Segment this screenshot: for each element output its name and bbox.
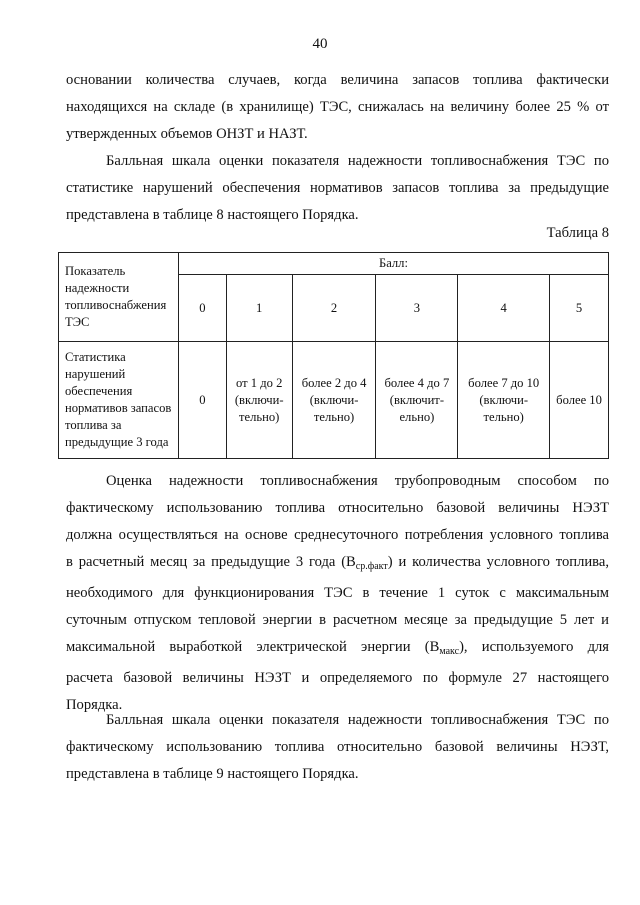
text-fragment: в расчетный месяц за предыдущие 3 года (В: [66, 554, 356, 570]
score-column-header: 2: [292, 275, 376, 342]
paragraph-line: [66, 549, 609, 580]
paragraph-3: [66, 468, 609, 719]
paragraph-line: суточным отпуском тепловой энергии в расчетном месяце за предыдущие 5 лет и: [66, 612, 609, 628]
text-fragment: ) и количества условного топлива,: [387, 554, 609, 570]
table-cell: 0: [178, 342, 226, 459]
paragraph-line: фактическому использованию топлива относительно базовой величины НЭЗТ,: [66, 739, 609, 755]
paragraph-line: основании количества случаев, когда величина запасов топлива фактически: [66, 72, 609, 88]
table-cell: более 7 до 10 (включи-тельно): [458, 342, 550, 459]
score-column-header: 4: [458, 275, 550, 342]
score-column-header: 0: [178, 275, 226, 342]
paragraph-line: Балльная шкала оценки показателя надежности топливоснабжения ТЭС по: [106, 712, 609, 728]
table-row: [59, 342, 609, 459]
score-column-header: 1: [226, 275, 292, 342]
score-table: [58, 252, 609, 459]
page-number: 40: [312, 36, 328, 52]
table-caption: Таблица 8: [546, 225, 609, 241]
paragraph-line: необходимого для функционирования ТЭС в течение 1 суток с максимальным: [66, 585, 609, 601]
paragraph-line: представлена в таблице 8 настоящего Порядка.: [66, 207, 359, 223]
paragraph-2: [66, 148, 609, 229]
table-cell: более 4 до 7 (включит-ельно): [376, 342, 458, 459]
paragraph-line: представлена в таблице 9 настоящего Порядка.: [66, 766, 359, 782]
row-label: Статистика нарушений обеспечения нормативов запасов топлива за предыдущие 3 года: [59, 342, 179, 459]
paragraph-line: расчета базовой величины НЭЗТ и определяемого по формуле 27 настоящего: [66, 670, 609, 686]
header-indicator: Показатель надежности топливоснабжения ТЭС: [59, 253, 179, 342]
paragraph-line: Порядка.: [66, 697, 123, 713]
text-fragment: ), используемого для: [459, 639, 610, 655]
paragraph-line: находящихся на складе (в хранилище) ТЭС, снижалась на величину более 25 % от: [66, 99, 609, 115]
paragraph-4: [66, 707, 609, 788]
paragraph-line: фактическому использованию топлива относительно базовой величины НЭЗТ: [66, 500, 609, 516]
score-column-header: 5: [550, 275, 609, 342]
table-cell: более 10: [550, 342, 609, 459]
paragraph-1: [66, 67, 609, 148]
table-cell: от 1 до 2 (включи-тельно): [226, 342, 292, 459]
paragraph-line: [66, 634, 609, 665]
paragraph-line: Балльная шкала оценки показателя надежности топливоснабжения ТЭС по: [106, 153, 609, 169]
symbol-subscript: ср.факт: [355, 561, 388, 572]
text-fragment: максимальной выработкой электрической энергии (В: [66, 639, 440, 655]
symbol-subscript: макс: [439, 646, 460, 657]
paragraph-line: статистике нарушений обеспечения нормативов запасов топлива за предыдущие: [66, 180, 609, 196]
header-score: Балл:: [178, 253, 608, 275]
score-column-header: 3: [376, 275, 458, 342]
paragraph-line: утвержденных объемов ОНЗТ и НАЗТ.: [66, 126, 308, 142]
table-cell: более 2 до 4 (включи-тельно): [292, 342, 376, 459]
paragraph-line: должна осуществляться на основе среднесуточного потребления условного топлива: [66, 527, 609, 543]
paragraph-line: Оценка надежности топливоснабжения трубопроводным способом по: [106, 473, 609, 489]
